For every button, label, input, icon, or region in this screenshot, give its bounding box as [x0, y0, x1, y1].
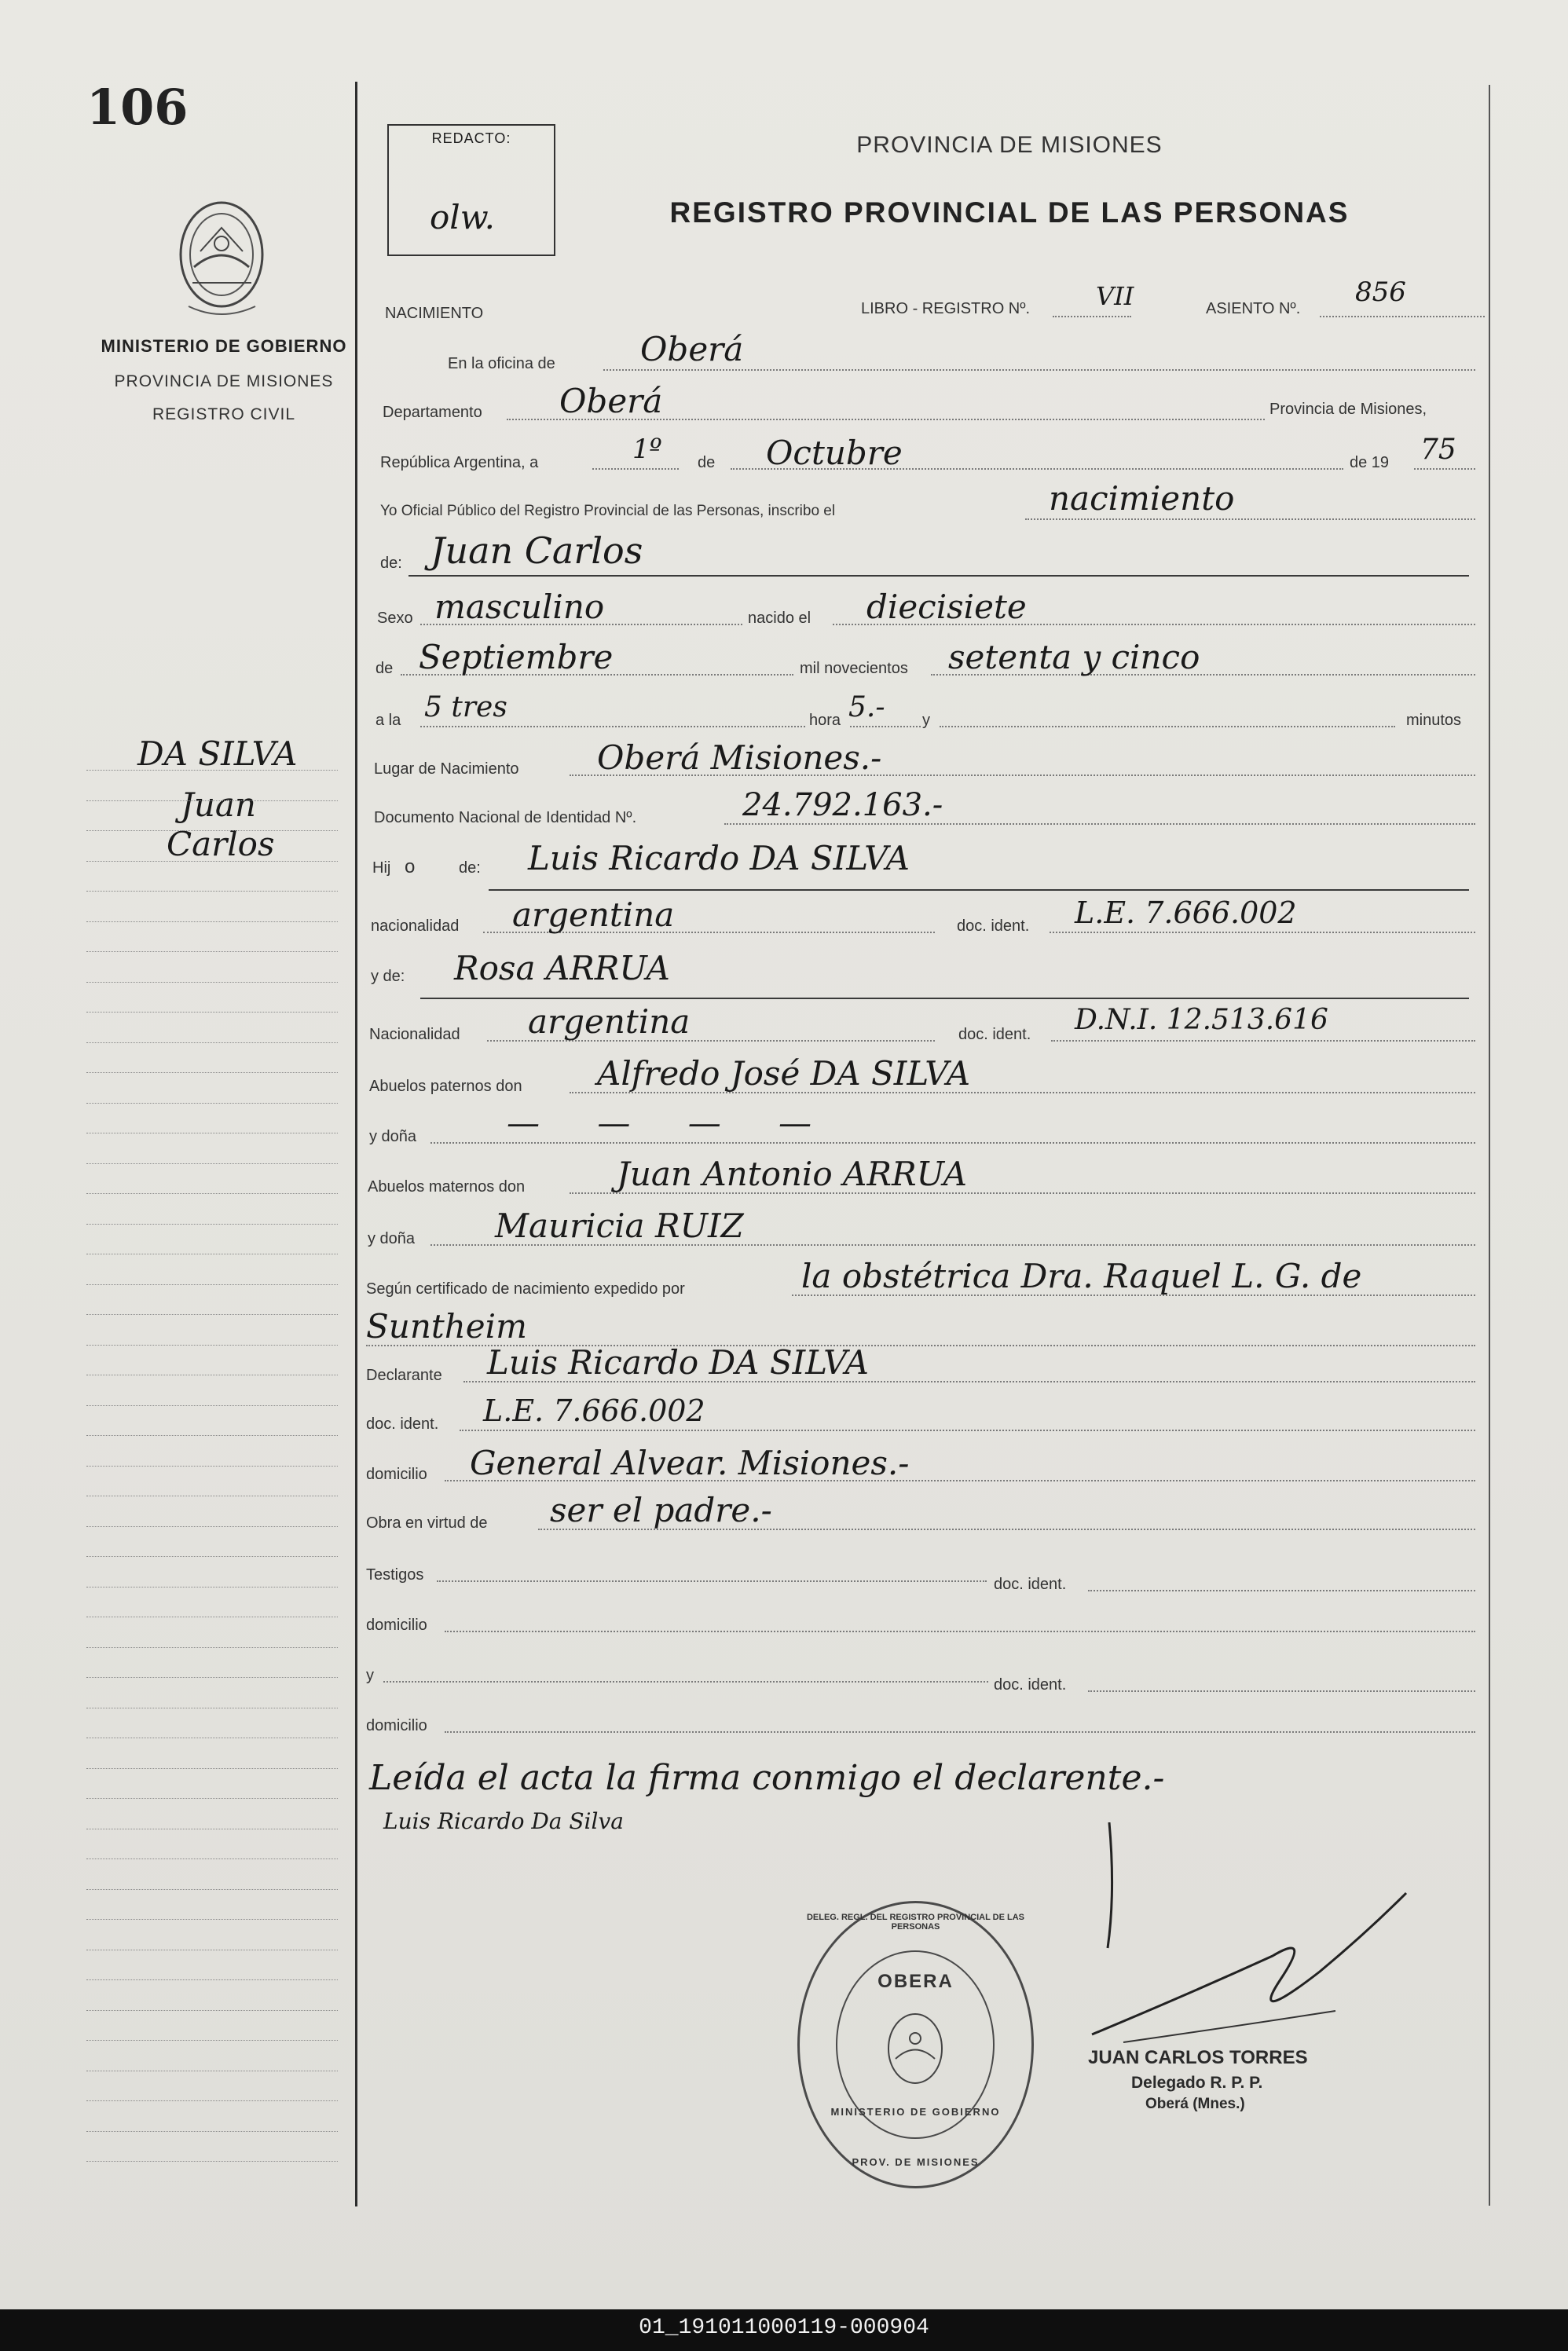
redacto-label: REDACTO:: [431, 130, 511, 146]
margin-ruled-line: [86, 861, 338, 862]
minutos-label: minutos: [1406, 712, 1462, 729]
seal-outer-text: DELEG. REGL. DEL REGISTRO PROVINCIAL DE LAS PERSONAS: [806, 1913, 1025, 1932]
ministry-line-1: MINISTERIO DE GOBIERNO: [101, 336, 347, 356]
hijo-suffix: o: [405, 856, 416, 877]
margin-ruled-line: [86, 1798, 338, 1799]
margin-ruled-line: [86, 1405, 338, 1406]
redacto-value: olw.: [430, 198, 496, 236]
name-line: [408, 575, 1469, 577]
mother-doc-value: D.N.I. 12.513.616: [1075, 1004, 1328, 1036]
margin-note-name-2: Carlos: [167, 825, 275, 863]
declarante-value: Luis Ricardo DA SILVA: [487, 1343, 869, 1382]
republica-label: República Argentina, a: [380, 454, 539, 471]
doc2-dots: [1051, 1040, 1475, 1042]
libro-dots: [1053, 316, 1131, 317]
oficina-dots: [603, 369, 1475, 371]
nacionalidad-1-label: nacionalidad: [371, 917, 460, 935]
abp-dona-dots: [430, 1142, 1475, 1144]
oficina-label: En la oficina de: [448, 355, 555, 372]
ministry-line-3: REGISTRO CIVIL: [152, 405, 296, 423]
official-name: JUAN CARLOS TORRES: [1088, 2047, 1308, 2068]
registry-title: REGISTRO PROVINCIAL DE LAS PERSONAS: [669, 196, 1350, 229]
father-nationality-value: argentina: [512, 895, 675, 934]
official-signature: [1076, 1822, 1422, 2074]
month-value: Octubre: [766, 434, 903, 472]
obra-label: Obra en virtud de: [366, 1514, 488, 1532]
seal-coat-of-arms-icon: [878, 2005, 953, 2092]
margin-ruled-line: [86, 830, 338, 831]
father-doc-value: L.E. 7.666.002: [1075, 895, 1297, 930]
testigos-label: Testigos: [366, 1566, 424, 1584]
domicilio-value: General Alvear. Misiones.-: [470, 1444, 910, 1482]
closing-statement: Leída el acta la firma conmigo el declarente.-: [369, 1758, 1165, 1798]
doc-3-label: doc. ident.: [366, 1415, 439, 1433]
abuelos-paternos-label: Abuelos paternos don: [369, 1078, 522, 1095]
birth-year-text-value: setenta y cinco: [948, 638, 1200, 676]
obra-value: ser el padre.-: [550, 1491, 772, 1529]
hora-dots: [420, 726, 805, 727]
margin-ruled-line: [86, 1284, 338, 1285]
margin-ruled-line: [86, 2131, 338, 2132]
hora-value: 5 tres: [424, 691, 507, 723]
lugar-label: Lugar de Nacimiento: [374, 760, 519, 778]
seal-bottom-text: PROV. DE MISIONES: [852, 2156, 980, 2168]
margin-ruled-line: [86, 1345, 338, 1346]
margin-ruled-line: [86, 1224, 338, 1225]
certificado-value: la obstétrica Dra. Raquel L. G. de: [801, 1257, 1362, 1295]
sexo-value: masculino: [434, 588, 605, 626]
abuelo-materno-value: Juan Antonio ARRUA: [617, 1155, 968, 1193]
asiento-value: 856: [1355, 276, 1406, 308]
doc-4-label: doc. ident.: [994, 1576, 1067, 1593]
libro-value: VII: [1096, 281, 1134, 311]
nacido-label: nacido el: [748, 610, 811, 627]
abuela-paterna-value: — — — —: [507, 1104, 836, 1142]
declarant-signature: Luis Ricardo Da Silva: [383, 1808, 624, 1834]
margin-ruled-line: [86, 951, 338, 952]
hijo-de-label: de:: [459, 859, 481, 877]
domicilio-2-label: domicilio: [366, 1617, 427, 1634]
margin-ruled-line: [86, 1526, 338, 1527]
sexo-label: Sexo: [377, 610, 413, 627]
ala-label: a la: [376, 712, 401, 729]
margin-ruled-line: [86, 1072, 338, 1073]
hora-label: hora: [809, 712, 841, 729]
dni-value: 24.792.163.-: [742, 787, 943, 823]
doc-1-label: doc. ident.: [957, 917, 1030, 935]
nacionalidad-2-label: Nacionalidad: [369, 1026, 460, 1043]
province-title: PROVINCIA DE MISIONES: [856, 132, 1163, 158]
margin-ruled-line: [86, 2100, 338, 2101]
mother-line: [420, 998, 1469, 999]
abuelos-maternos-label: Abuelos maternos don: [368, 1178, 526, 1196]
abuela-materna-value: Mauricia RUIZ: [495, 1207, 744, 1245]
margin-ruled-line: [86, 1103, 338, 1104]
testigo2-dots: [383, 1681, 988, 1683]
margin-ruled-line: [86, 1979, 338, 1980]
page-number: 106: [86, 79, 189, 136]
father-name-value: Luis Ricardo DA SILVA: [528, 839, 910, 877]
margin-ruled-line: [86, 1466, 338, 1467]
margin-ruled-line: [86, 1677, 338, 1678]
year-dots: [1414, 468, 1475, 470]
child-name-value: Juan Carlos: [430, 529, 643, 572]
margin-ruled-line: [86, 1647, 338, 1648]
official-seal: [797, 1901, 1034, 2188]
domicilio3-dots: [445, 1731, 1475, 1733]
departamento-value: Oberá: [559, 382, 663, 420]
testigo-y-label: y: [366, 1667, 374, 1684]
domicilio2-dots: [445, 1631, 1475, 1632]
margin-ruled-line: [86, 1889, 338, 1890]
oficial-text: Yo Oficial Público del Registro Provincial de las Personas, inscribo el: [380, 503, 836, 519]
acto-value: nacimiento: [1049, 479, 1235, 518]
doc3-dots: [460, 1430, 1475, 1431]
margin-ruled-line: [86, 982, 338, 983]
margin-ruled-line: [86, 1768, 338, 1769]
doc-2-label: doc. ident.: [958, 1026, 1031, 1043]
margin-ruled-line: [86, 2161, 338, 2162]
hijo-label: Hij: [372, 859, 391, 877]
declarante-label: Declarante: [366, 1367, 442, 1384]
day-value: 1º: [632, 434, 662, 465]
day-dots: [592, 468, 679, 470]
margin-ruled-line: [86, 1314, 338, 1315]
margin-ruled-line: [86, 1163, 338, 1164]
month2-de-label: de: [376, 660, 394, 677]
date-de-label: de: [698, 454, 716, 471]
libro-label: LIBRO - REGISTRO Nº.: [861, 300, 1031, 317]
lugar-value: Oberá Misiones.-: [597, 738, 882, 777]
departamento-label: Departamento: [383, 404, 482, 421]
seal-city: OBERA: [877, 1971, 954, 1992]
certificado-value-2: Suntheim: [366, 1307, 527, 1346]
father-line: [489, 889, 1469, 891]
birth-month-value: Septiembre: [419, 638, 614, 676]
hora-min-value: 5.-: [848, 691, 885, 723]
margin-ruled-line: [86, 891, 338, 892]
doc4-dots: [1088, 1590, 1475, 1591]
hora-min-dots: [850, 726, 921, 727]
testigos-dots: [437, 1580, 987, 1582]
mother-name-value: Rosa ARRUA: [454, 949, 670, 987]
margin-ruled-line: [86, 1012, 338, 1013]
ministry-line-2: PROVINCIA DE MISIONES: [114, 372, 334, 390]
official-place: Oberá (Mnes.): [1145, 2096, 1245, 2112]
doc5-dots: [1088, 1690, 1475, 1692]
asiento-dots: [1320, 316, 1485, 317]
margin-ruled-line: [86, 1919, 338, 1920]
margin-ruled-line: [86, 2040, 338, 2041]
abuela-materna-label: y doña: [368, 1230, 416, 1247]
margin-note-name-1: Juan: [181, 785, 256, 824]
year-value: 75: [1420, 434, 1456, 466]
redacto-box: [387, 124, 555, 256]
asiento-label: ASIENTO Nº.: [1206, 300, 1301, 317]
dni-label: Documento Nacional de Identidad Nº.: [374, 809, 637, 826]
provincia-label: Provincia de Misiones,: [1269, 401, 1427, 418]
margin-ruled-line: [86, 770, 338, 771]
name-de-label: de:: [380, 555, 402, 572]
seal-inner-text: MINISTERIO DE GOBIERNO: [830, 2106, 1001, 2118]
margin-ruled-line: [86, 1193, 338, 1194]
margin-ruled-line: [86, 1042, 338, 1043]
dni-dots: [724, 823, 1475, 825]
provincial-coat-of-arms-icon: [177, 196, 267, 316]
abuelo-paterno-value: Alfredo José DA SILVA: [597, 1054, 971, 1093]
page-right-border: [1489, 85, 1490, 2206]
footer-caption: 01_191011000119-000904: [639, 2316, 929, 2340]
certificado-label: Según certificado de nacimiento expedido por: [366, 1280, 685, 1298]
margin-note-surname: DA SILVA: [137, 734, 298, 773]
margin-divider: [355, 82, 357, 2206]
mother-nationality-value: argentina: [528, 1002, 691, 1041]
mil-label: mil novecientos: [800, 660, 908, 677]
official-title: Delegado R. P. P.: [1131, 2074, 1263, 2092]
domicilio-label: domicilio: [366, 1466, 427, 1483]
doc-5-label: doc. ident.: [994, 1676, 1067, 1694]
record-type-label: NACIMIENTO: [385, 305, 484, 322]
doc1-dots: [1050, 932, 1475, 933]
margin-ruled-line: [86, 1858, 338, 1859]
birth-day-text-value: diecisiete: [866, 588, 1027, 626]
margin-ruled-line: [86, 2010, 338, 2011]
acto-dots: [1025, 518, 1475, 520]
abuela-paterna-label: y doña: [369, 1128, 417, 1145]
mother-yde-label: y de:: [371, 968, 405, 985]
margin-ruled-line: [86, 1435, 338, 1436]
margin-ruled-line: [86, 1556, 338, 1557]
domicilio-3-label: domicilio: [366, 1717, 427, 1734]
minutos-dots: [940, 726, 1395, 727]
oficina-value: Oberá: [640, 330, 744, 368]
year-label: de 19: [1350, 454, 1390, 471]
margin-ruled-line: [86, 800, 338, 801]
margin-ruled-line: [86, 921, 338, 922]
hora-y-label: y: [922, 712, 930, 729]
declarante-doc-value: L.E. 7.666.002: [483, 1393, 705, 1428]
